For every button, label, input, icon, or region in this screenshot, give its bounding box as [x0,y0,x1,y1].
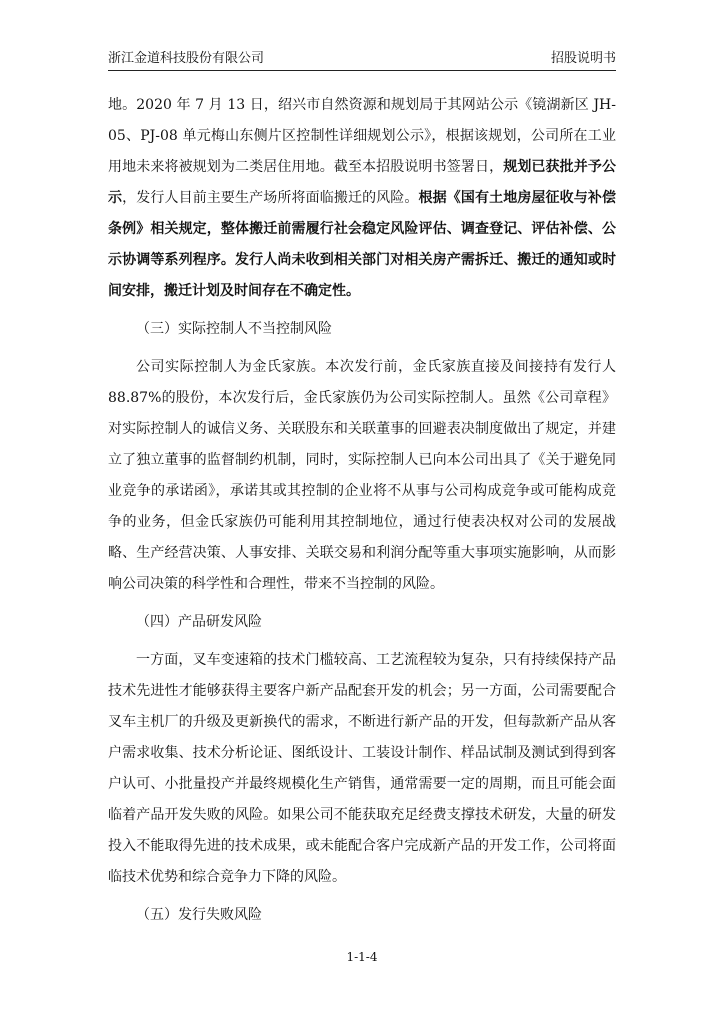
relocation-approved-text: 规划已获批并予公示 [108,159,617,206]
page-number: 1-1-4 [346,950,378,964]
heading-controller-risk: （三）实际控制人不当控制风险 [136,321,332,337]
relocation-text: 地。2020 年 7 月 13 日，绍兴市自然资源和规划局于其网站公示《镜湖新区 JH-05、PJ-08 单元梅山东侧片区控制性详细规划公示》，根据该规划，公司所在工业用地未来将被规划为二类居住用地。截至本招股说明书签署日， [108,97,616,175]
paragraph-relocation-risk [108,90,616,307]
document-type: 招股说明书 [550,51,616,66]
company-name: 浙江金道科技股份有限公司 [108,51,265,66]
relocation-risk-text: ，发行人目前主要生产场所将面临搬迁的风险。 [122,190,419,206]
heading-rd-risk: （四）产品研发风险 [136,614,262,630]
heading-issuance-failure-risk: （五）发行失败风险 [136,907,262,923]
main-content [108,90,616,938]
paragraph-controller-risk: 公司实际控制人为金氏家族。本次发行前，金氏家族直接及间接持有发行人 88.87%的股份，本次发行后，金氏家族仍为公司实际控制人。虽然《公司章程》对实际控制人的诚信义务、关联股东和关联董事的回避表决制度做出了规定，并建立了独立董事的监督制约机制，同时，实际控制人已向本公司出具了《关于避免同业竞争的承诺函》，承诺其或其控制的企业将不从事与公司构成竞争或可能构成竞争的业务，但金氏家族仍可能利用其控制地位，通过行使表决权对公司的发展战略、生产经营决策、人事安排、关联交易和利润分配等重大事项实施影响，从而影响公司决策的科学性和合理性，带来不当控制的风险。 [108,359,616,592]
relocation-procedure-text: 根据《国有土地房屋征收与补偿条例》相关规定，整体搬迁前需履行社会稳定风险评估、调查登记、评估补偿、公示协调等系列程序。发行人尚未收到相关部门对相关房产需拆迁、搬迁的通知或时间安排，搬迁计划及时间存在不确定性。 [108,190,617,299]
paragraph-rd-risk: 一方面，叉车变速箱的技术门槛较高、工艺流程较为复杂，只有持续保持产品技术先进性才能够获得主要客户新产品配套开发的机会；另一方面，公司需要配合叉车主机厂的升级及更新换代的需求，不断进行新产品的开发，但每款新产品从客户需求收集、技术分析论证、图纸设计、工装设计制作、样品试制及测试到得到客户认可、小批量投产并最终规模化生产销售，通常需要一定的周期，而且可能会面临着产品开发失败的风险。如果公司不能获取充足经费支撑技术研发，大量的研发投入不能取得先进的技术成果，或未能配合客户完成新产品的开发工作，公司将面临技术优势和综合竞争力下降的风险。 [108,652,616,885]
page-header [108,50,616,71]
